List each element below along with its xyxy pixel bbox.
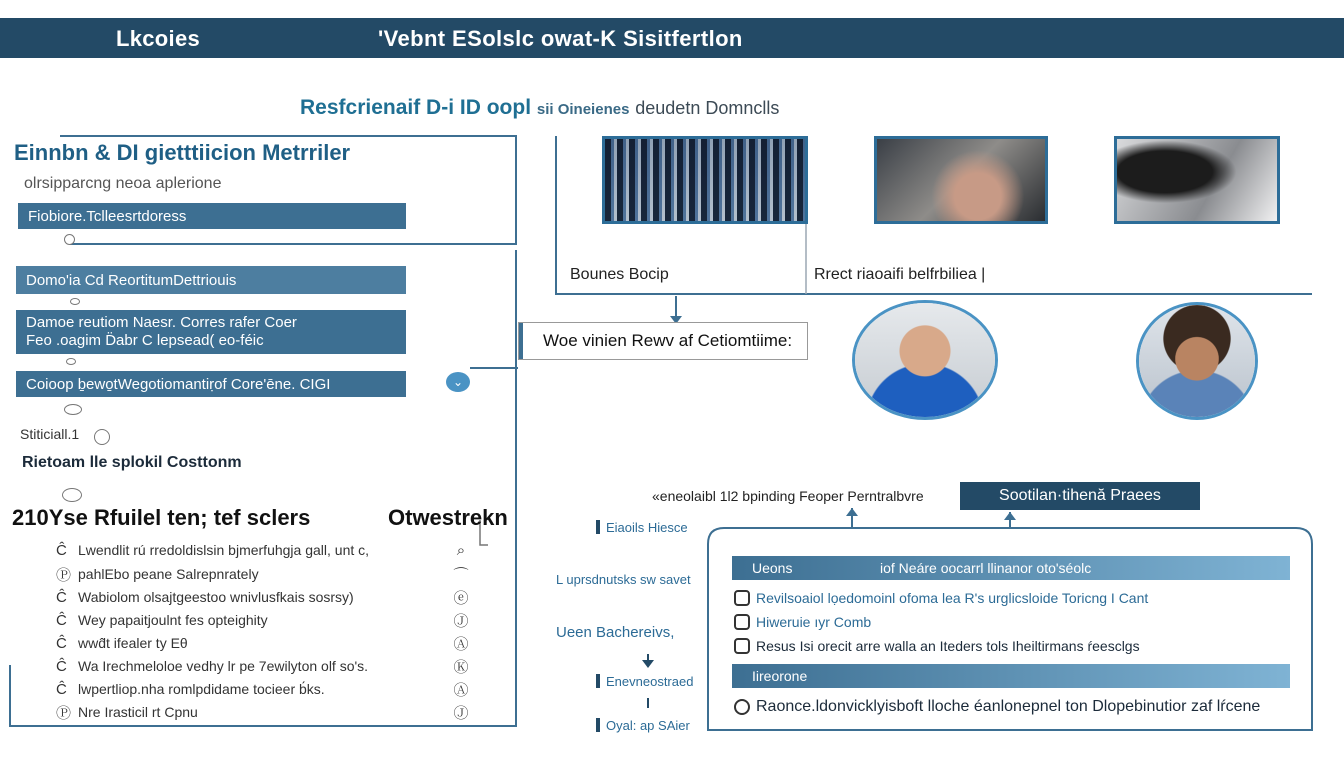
list-item[interactable] [56, 655, 476, 677]
brand-label: Lkcoies [116, 26, 201, 51]
detail-header-row [732, 556, 1290, 580]
radio[interactable] [734, 699, 750, 715]
checkbox-item[interactable] [734, 698, 1260, 716]
list-bullet-icon: Ⓟ [56, 566, 72, 584]
flow-caption: «eneolaibl 1l2 bpinding Feoper Perntralbvre [652, 488, 924, 504]
info-icon [94, 429, 110, 445]
list-bullet-icon: Ĉ [56, 611, 67, 629]
flow-tag[interactable]: Sootilan·tihenă Praees [960, 482, 1200, 510]
checkbox-label: Raonce.ldonvicklyisboft lloche éanlonepnel ton Dlopebinutior zaf lŕcene [756, 698, 1261, 715]
list-trail-icon: ⌕ [456, 541, 466, 559]
media-label-left: Bounes Bocip [570, 266, 669, 283]
list-trail-icon: Ⓐ [453, 635, 469, 653]
cost-heading: Rietoam lle splokil Costtonm [22, 454, 242, 471]
list-item[interactable] [56, 586, 476, 608]
subtitle-main: Resfcrienaif D-i ID oopl [300, 96, 532, 119]
list-bullet-icon: Ĉ [56, 541, 67, 559]
process-bar-4[interactable]: Coioop ḇewo̱tWegotiomantiṛof Core'ēne. CIGI [16, 371, 406, 397]
media-thumbnail-workshop[interactable] [874, 136, 1048, 224]
list-trail-icon: Ⓙ [453, 704, 469, 722]
checkbox-item[interactable] [734, 638, 1140, 654]
subtitle-tail: deudetn Domnclls [635, 98, 780, 118]
avatar[interactable] [1136, 302, 1258, 420]
list-item[interactable] [56, 539, 476, 561]
list-bullet-icon: Ĉ [56, 634, 67, 652]
media-thumbnail-server[interactable] [602, 136, 808, 224]
chevron-down-icon[interactable]: ⌄ [446, 372, 470, 392]
list-heading-right: Otwestrekn [388, 505, 508, 530]
cloud-icon [64, 404, 82, 415]
process-bar-1[interactable]: Fiobiore.Tclleesrtdoress [18, 203, 406, 229]
checkbox-label: Hiweruie ıyr Comb [756, 614, 872, 630]
list-heading: 210Yse Rfuilel ten; tef sclers [12, 505, 311, 530]
page-title: 'Vebnt ESolslc owat-K Sisitfertlon [378, 26, 743, 51]
process-bar-3-line-2: Feo .oagim D̈abr C lepsead( eo-féic [26, 332, 264, 349]
list-item-text: Wey papaitjoulnt fes opteighity [78, 612, 268, 628]
media-thumbnail-device[interactable] [1114, 136, 1280, 224]
list-item-text: Wa Irechmeloloe vedhy lr pe 7ewilyton olf so's. [78, 658, 369, 674]
side-label: Oyal: ap SAier [596, 718, 690, 733]
avatar[interactable] [852, 300, 998, 420]
list-bullet-icon: Ⓟ [56, 704, 72, 722]
detail-header-a: Ueons [752, 560, 793, 576]
list-item-text: Wabiolom olsajtgeestoo wnivlusfkais sosrsy) [78, 589, 354, 605]
list-item[interactable] [56, 678, 476, 700]
process-bar-2[interactable]: Domo'ia Cd ReortitumDettriouis [16, 266, 406, 294]
list-bullet-icon: Ĉ [56, 680, 67, 698]
side-label: Eiaoils Hiesce [596, 520, 688, 535]
title-bar [0, 18, 1344, 58]
checkbox[interactable] [734, 590, 750, 606]
diagram-subtitle [300, 96, 779, 120]
checkbox[interactable] [734, 638, 750, 654]
checkbox[interactable] [734, 614, 750, 630]
side-label: Ueen Bachereivs, [556, 624, 675, 641]
small-label: Stiticiall.1 [20, 426, 80, 442]
process-bar-3-line-1: Damoe reutiom Naesr. Corres rafer Coer [26, 314, 297, 331]
list-item-text: wwd̂t ifealer ty Eθ [78, 635, 188, 651]
callout-box[interactable]: Woe vinien Rewv af Cetiomtiime: [518, 322, 808, 360]
list-item[interactable] [56, 701, 476, 723]
list-item-text: pahlEbo peane Salrepnrately [78, 566, 259, 582]
checkbox-item[interactable] [734, 590, 1148, 606]
checkbox-label: Resus Isi orecit arre walla an Iteders tols Iheiltirmans ŕeesclgs [756, 638, 1140, 654]
list-item[interactable] [56, 563, 476, 585]
subtitle-mid: sii Oineienes [536, 101, 630, 118]
detail-section-row: Iireorone [732, 664, 1290, 688]
section-description: olrsipparcng neoa aplerione [24, 175, 222, 192]
list-item-text: Lwendlit rú rredoldislsin bjmerfuhgja gall, unt c, [78, 542, 370, 558]
list-item-text: lwpertliop.nha romlpdidame tocieer b́ks. [78, 681, 325, 697]
list-trail-icon: Ⓚ [453, 658, 469, 676]
list-item[interactable] [56, 632, 476, 654]
section-heading: Einnbn & DI gietttiicion Metrriler [14, 140, 351, 165]
side-label: L uprsdnutsks sw savet [556, 572, 691, 587]
list-trail-icon: ⌒ [453, 566, 469, 584]
list-trail-icon: ⓔ [453, 589, 469, 607]
list-item[interactable] [56, 609, 476, 631]
process-bar-3[interactable] [16, 310, 406, 354]
list-bullet-icon: Ĉ [56, 657, 67, 675]
media-label-right: Rrect riaoaifi belfrbiliea | [814, 266, 986, 283]
checkbox-item[interactable] [734, 614, 871, 630]
checkbox-label: Revilsoaiol lọedomoinl ofoma lea R's urglicsloide Toricng I Cant [756, 590, 1149, 606]
list-trail-icon: Ⓙ [453, 612, 469, 630]
list-bullet-icon: Ĉ [56, 588, 67, 606]
connector-pin [64, 234, 75, 245]
list-item-text: Nre Irasticil rt Cpnu [78, 704, 198, 720]
side-label: Enevneostraed [596, 674, 693, 689]
list-trail-icon: Ⓐ [453, 681, 469, 699]
detail-header-b: iof Neáre oocarrl llinanor oto'séolc [880, 560, 1092, 576]
connector-pin [66, 358, 76, 365]
connector-pin [70, 298, 80, 305]
cloud-icon [62, 488, 82, 502]
